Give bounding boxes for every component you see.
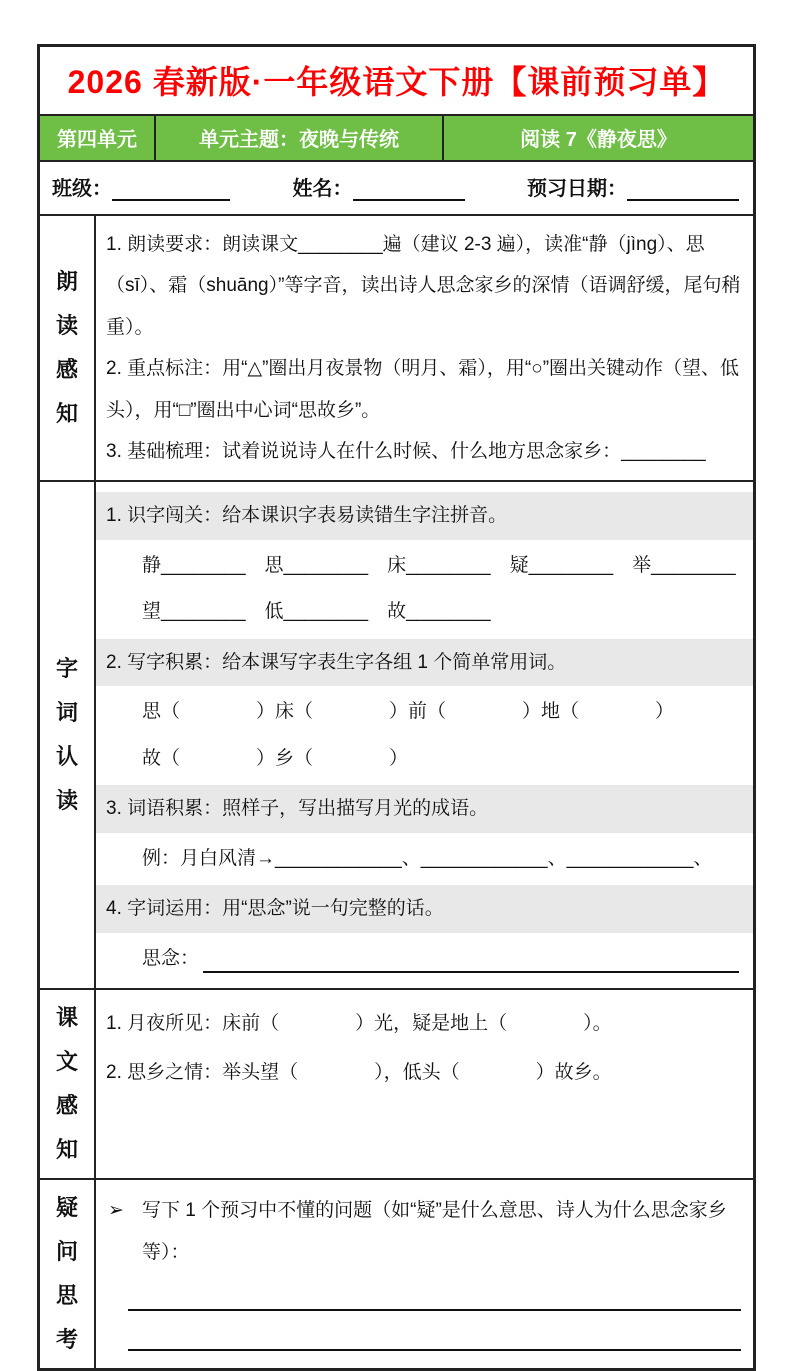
words-item-1-blanks-row2[interactable]: 望________ 低________ 故________ — [142, 601, 491, 623]
text-sense-item-2[interactable]: 2. 思乡之情：举头望（ ），低头（ ）故乡。 — [106, 1061, 612, 1083]
class-field — [52, 172, 230, 201]
class-input-line[interactable] — [112, 179, 230, 201]
words-item-4-answer — [96, 936, 753, 983]
section-questions-label: 疑问思考 — [55, 1195, 78, 1353]
name-input-line[interactable] — [353, 179, 465, 201]
words-item-4-write-line[interactable] — [203, 970, 739, 973]
readaloud-item-2: 2. 重点标注：用“△”圈出月夜景物（明月、霜），用“○”圈出关键动作（望、低头），用“□”圈出中心词“思故乡”。 — [106, 358, 740, 421]
section-questions-content — [96, 1180, 753, 1368]
section-words-label-cell — [40, 482, 96, 988]
section-text-sense — [40, 988, 753, 1178]
words-item-2-heading: 2. 写字积累：给本课写字表生字各组 1 个简单常用词。 — [96, 639, 753, 686]
unit-theme: 单元主题：夜晚与传统 — [154, 116, 442, 160]
unit-bar — [40, 116, 753, 162]
section-text-sense-label: 课文感知 — [55, 1005, 78, 1163]
arrow-bullet-icon: ➢ — [108, 1200, 124, 1222]
section-readaloud-label-cell — [40, 216, 96, 480]
words-item-2-blanks-row1[interactable]: 思（ ）床（ ）前（ ）地（ ） — [142, 701, 675, 723]
section-words — [40, 480, 753, 988]
words-item-1-heading: 1. 识字闯关：给本课识字表易读错生字注拼音。 — [96, 492, 753, 539]
questions-write-line-1[interactable] — [128, 1277, 741, 1311]
text-sense-item-1[interactable]: 1. 月夜所见：床前（ ）光，疑是地上（ ）。 — [106, 1013, 612, 1035]
words-item-1-blanks-row1[interactable]: 静________ 思________ 床________ 疑________ 举________ — [142, 554, 736, 576]
section-words-content — [96, 482, 753, 988]
readaloud-item-3: 3. 基础梳理：试着说说诗人在什么时候、什么地方思念家乡：________ — [106, 441, 706, 463]
words-item-4-label: 思念： — [142, 947, 200, 969]
date-label: 预习日期： — [527, 178, 627, 200]
questions-write-line-2[interactable] — [128, 1311, 741, 1351]
date-input-line[interactable] — [627, 179, 739, 201]
questions-prompt: 写下 1 个预习中不懂的问题（如“疑”是什么意思、诗人为什么思念家乡等）： — [142, 1200, 727, 1263]
section-readaloud — [40, 216, 753, 480]
lesson-title: 阅读 7《静夜思》 — [442, 116, 753, 160]
questions-prompt-line — [108, 1190, 741, 1273]
info-bar — [40, 162, 753, 216]
section-text-sense-label-cell — [40, 990, 96, 1178]
worksheet — [37, 44, 756, 1371]
section-text-sense-content — [96, 990, 753, 1178]
name-field — [293, 172, 465, 201]
words-item-4-heading: 4. 字词运用：用“思念”说一句完整的话。 — [96, 885, 753, 932]
date-field — [527, 172, 739, 201]
section-questions-label-cell — [40, 1180, 96, 1368]
words-item-3-blanks[interactable]: 例：月白风清→____________、____________、____________、 — [142, 847, 713, 869]
class-label: 班级： — [52, 178, 112, 200]
page-title: 2026 春新版·一年级语文下册【课前预习单】 — [40, 47, 753, 116]
readaloud-item-1: 1. 朗读要求：朗读课文________遍（建议 2-3 遍），读准“静（jìng）、思（sī）、霜（shuāng）”等字音，读出诗人思念家乡的深情（语调舒缓，尾句稍重）。 — [106, 234, 741, 338]
words-item-2-blanks-row2[interactable]: 故（ ）乡（ ） — [142, 747, 409, 769]
name-label: 姓名： — [292, 178, 353, 200]
section-questions — [40, 1178, 753, 1368]
section-readaloud-content — [96, 216, 753, 480]
section-words-label: 字词认读 — [55, 656, 78, 814]
section-readaloud-label: 朗读感知 — [55, 269, 78, 427]
unit-number: 第四单元 — [57, 129, 137, 151]
words-item-3-heading: 3. 词语积累：照样子，写出描写月光的成语。 — [96, 785, 753, 832]
